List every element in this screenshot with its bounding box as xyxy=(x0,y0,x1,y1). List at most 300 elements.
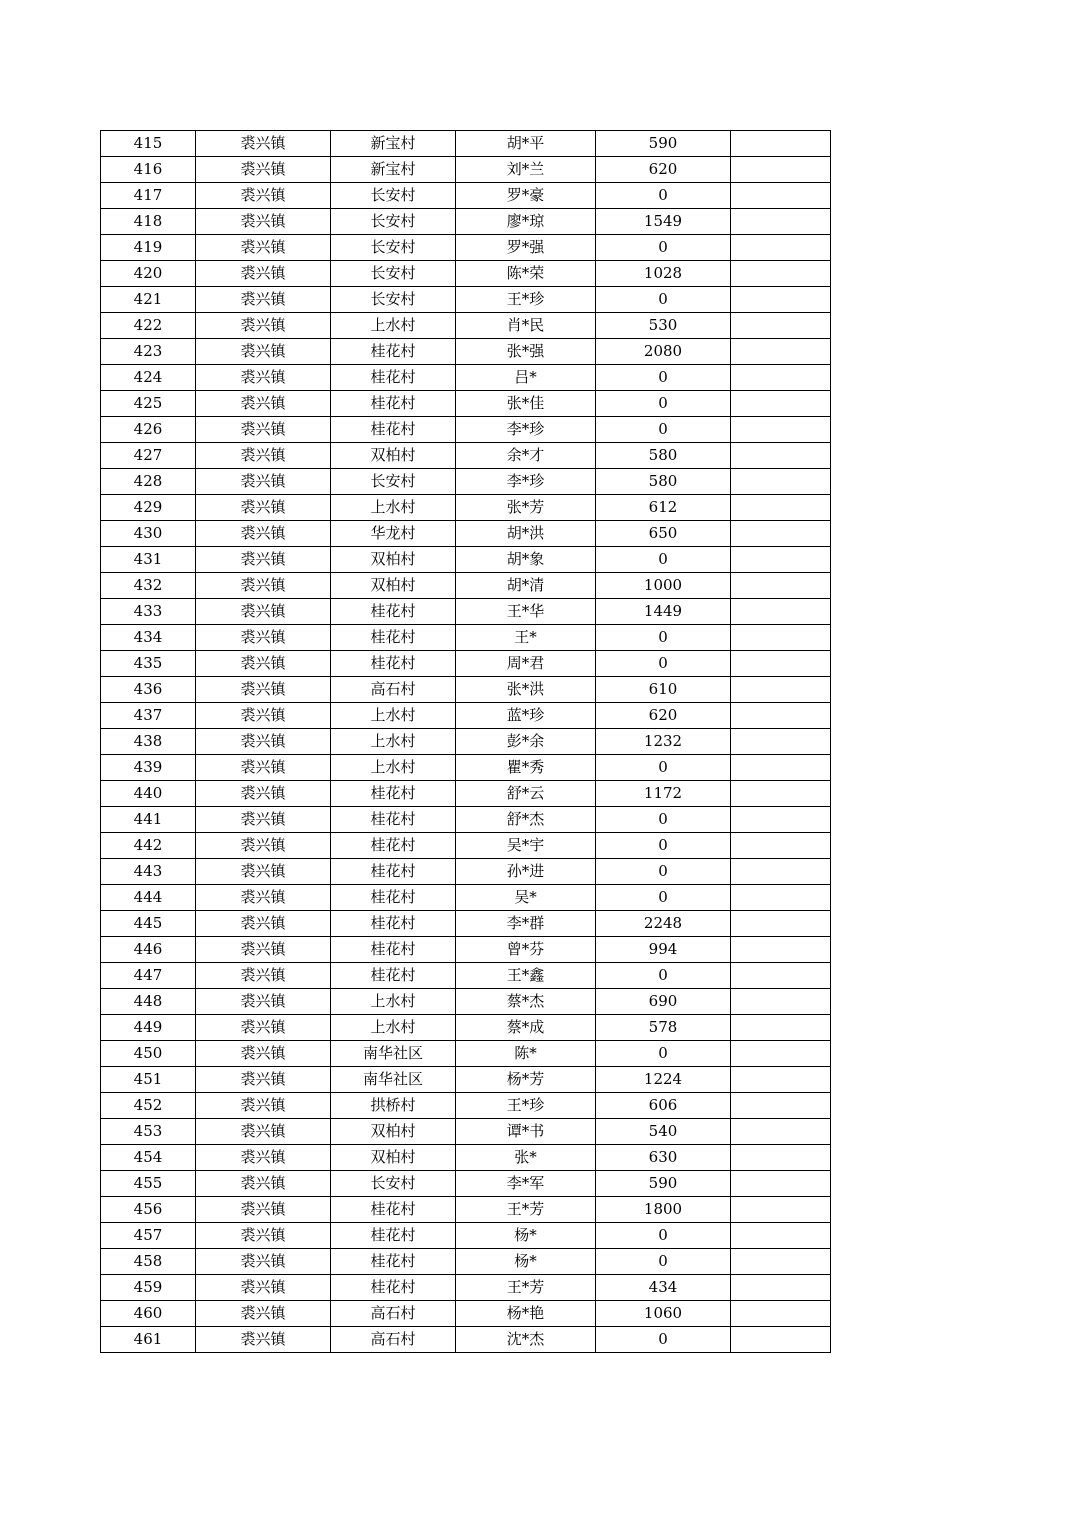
cell-town: 裘兴镇 xyxy=(196,339,331,365)
cell-amount: 0 xyxy=(596,391,731,417)
cell-row-number: 416 xyxy=(101,157,196,183)
cell-village: 上水村 xyxy=(331,703,456,729)
cell-amount: 2080 xyxy=(596,339,731,365)
cell-row-number: 457 xyxy=(101,1223,196,1249)
cell-blank xyxy=(731,599,831,625)
cell-amount: 0 xyxy=(596,807,731,833)
cell-row-number: 427 xyxy=(101,443,196,469)
table-row xyxy=(101,1275,831,1301)
cell-village: 上水村 xyxy=(331,729,456,755)
table-row xyxy=(101,1119,831,1145)
cell-row-number: 459 xyxy=(101,1275,196,1301)
cell-town: 裘兴镇 xyxy=(196,521,331,547)
cell-amount: 1172 xyxy=(596,781,731,807)
cell-village: 南华社区 xyxy=(331,1067,456,1093)
cell-amount: 590 xyxy=(596,1171,731,1197)
cell-person-name: 舒*云 xyxy=(456,781,596,807)
cell-town: 裘兴镇 xyxy=(196,313,331,339)
cell-town: 裘兴镇 xyxy=(196,1041,331,1067)
cell-person-name: 王*珍 xyxy=(456,1093,596,1119)
cell-person-name: 李*军 xyxy=(456,1171,596,1197)
cell-row-number: 454 xyxy=(101,1145,196,1171)
cell-person-name: 杨* xyxy=(456,1249,596,1275)
cell-amount: 0 xyxy=(596,547,731,573)
cell-person-name: 陈* xyxy=(456,1041,596,1067)
cell-person-name: 曾*芬 xyxy=(456,937,596,963)
cell-row-number: 426 xyxy=(101,417,196,443)
cell-blank xyxy=(731,131,831,157)
cell-amount: 1060 xyxy=(596,1301,731,1327)
cell-row-number: 451 xyxy=(101,1067,196,1093)
table-row xyxy=(101,547,831,573)
cell-row-number: 458 xyxy=(101,1249,196,1275)
cell-town: 裘兴镇 xyxy=(196,365,331,391)
cell-town: 裘兴镇 xyxy=(196,157,331,183)
cell-town: 裘兴镇 xyxy=(196,651,331,677)
cell-amount: 606 xyxy=(596,1093,731,1119)
table-row xyxy=(101,599,831,625)
cell-person-name: 胡*清 xyxy=(456,573,596,599)
cell-village: 上水村 xyxy=(331,495,456,521)
cell-person-name: 蓝*珍 xyxy=(456,703,596,729)
cell-town: 裘兴镇 xyxy=(196,781,331,807)
cell-town: 裘兴镇 xyxy=(196,183,331,209)
table-row xyxy=(101,1327,831,1353)
cell-person-name: 李*群 xyxy=(456,911,596,937)
cell-blank xyxy=(731,885,831,911)
cell-row-number: 421 xyxy=(101,287,196,313)
cell-blank xyxy=(731,703,831,729)
cell-person-name: 张*洪 xyxy=(456,677,596,703)
cell-row-number: 424 xyxy=(101,365,196,391)
cell-person-name: 王*华 xyxy=(456,599,596,625)
table-row xyxy=(101,703,831,729)
cell-person-name: 张*芳 xyxy=(456,495,596,521)
cell-village: 桂花村 xyxy=(331,391,456,417)
cell-amount: 1449 xyxy=(596,599,731,625)
cell-row-number: 461 xyxy=(101,1327,196,1353)
table-row xyxy=(101,729,831,755)
cell-town: 裘兴镇 xyxy=(196,755,331,781)
cell-village: 桂花村 xyxy=(331,625,456,651)
cell-village: 桂花村 xyxy=(331,365,456,391)
table-row xyxy=(101,625,831,651)
cell-row-number: 455 xyxy=(101,1171,196,1197)
cell-row-number: 448 xyxy=(101,989,196,1015)
cell-row-number: 452 xyxy=(101,1093,196,1119)
cell-town: 裘兴镇 xyxy=(196,443,331,469)
cell-town: 裘兴镇 xyxy=(196,573,331,599)
table-row xyxy=(101,131,831,157)
cell-row-number: 432 xyxy=(101,573,196,599)
cell-amount: 610 xyxy=(596,677,731,703)
cell-amount: 650 xyxy=(596,521,731,547)
table-row xyxy=(101,313,831,339)
cell-amount: 590 xyxy=(596,131,731,157)
cell-amount: 1800 xyxy=(596,1197,731,1223)
table-row xyxy=(101,1041,831,1067)
cell-person-name: 吴*宇 xyxy=(456,833,596,859)
cell-amount: 580 xyxy=(596,469,731,495)
table-row xyxy=(101,1301,831,1327)
cell-village: 新宝村 xyxy=(331,131,456,157)
cell-village: 双柏村 xyxy=(331,1119,456,1145)
cell-blank xyxy=(731,313,831,339)
cell-amount: 994 xyxy=(596,937,731,963)
cell-row-number: 450 xyxy=(101,1041,196,1067)
cell-amount: 0 xyxy=(596,1041,731,1067)
cell-town: 裘兴镇 xyxy=(196,859,331,885)
cell-town: 裘兴镇 xyxy=(196,547,331,573)
table-row xyxy=(101,391,831,417)
cell-row-number: 418 xyxy=(101,209,196,235)
cell-village: 桂花村 xyxy=(331,807,456,833)
cell-person-name: 王*芳 xyxy=(456,1197,596,1223)
table-row xyxy=(101,1197,831,1223)
cell-person-name: 王*鑫 xyxy=(456,963,596,989)
cell-town: 裘兴镇 xyxy=(196,1067,331,1093)
table-row xyxy=(101,235,831,261)
table-row xyxy=(101,885,831,911)
cell-town: 裘兴镇 xyxy=(196,989,331,1015)
cell-person-name: 蔡*成 xyxy=(456,1015,596,1041)
table-row xyxy=(101,937,831,963)
cell-amount: 0 xyxy=(596,1249,731,1275)
cell-village: 桂花村 xyxy=(331,599,456,625)
cell-village: 长安村 xyxy=(331,469,456,495)
cell-row-number: 425 xyxy=(101,391,196,417)
table-row xyxy=(101,521,831,547)
cell-village: 桂花村 xyxy=(331,339,456,365)
cell-town: 裘兴镇 xyxy=(196,261,331,287)
cell-village: 双柏村 xyxy=(331,1145,456,1171)
cell-row-number: 431 xyxy=(101,547,196,573)
cell-amount: 620 xyxy=(596,703,731,729)
cell-person-name: 廖*琼 xyxy=(456,209,596,235)
cell-village: 长安村 xyxy=(331,1171,456,1197)
cell-amount: 0 xyxy=(596,885,731,911)
cell-town: 裘兴镇 xyxy=(196,1223,331,1249)
cell-town: 裘兴镇 xyxy=(196,209,331,235)
cell-town: 裘兴镇 xyxy=(196,1015,331,1041)
cell-blank xyxy=(731,911,831,937)
cell-row-number: 460 xyxy=(101,1301,196,1327)
cell-amount: 0 xyxy=(596,1327,731,1353)
cell-blank xyxy=(731,521,831,547)
cell-town: 裘兴镇 xyxy=(196,391,331,417)
cell-person-name: 瞿*秀 xyxy=(456,755,596,781)
cell-person-name: 王*珍 xyxy=(456,287,596,313)
cell-row-number: 430 xyxy=(101,521,196,547)
cell-blank xyxy=(731,261,831,287)
cell-row-number: 420 xyxy=(101,261,196,287)
cell-blank xyxy=(731,365,831,391)
cell-blank xyxy=(731,469,831,495)
cell-row-number: 417 xyxy=(101,183,196,209)
cell-blank xyxy=(731,339,831,365)
cell-person-name: 杨*芳 xyxy=(456,1067,596,1093)
cell-row-number: 439 xyxy=(101,755,196,781)
cell-blank xyxy=(731,1093,831,1119)
cell-blank xyxy=(731,547,831,573)
cell-person-name: 李*珍 xyxy=(456,417,596,443)
cell-amount: 578 xyxy=(596,1015,731,1041)
table-body xyxy=(101,131,831,1353)
cell-row-number: 456 xyxy=(101,1197,196,1223)
table-row xyxy=(101,339,831,365)
table-row xyxy=(101,495,831,521)
table-row xyxy=(101,807,831,833)
cell-blank xyxy=(731,391,831,417)
table-row xyxy=(101,677,831,703)
cell-town: 裘兴镇 xyxy=(196,833,331,859)
cell-person-name: 周*君 xyxy=(456,651,596,677)
cell-blank xyxy=(731,287,831,313)
cell-person-name: 刘*兰 xyxy=(456,157,596,183)
cell-blank xyxy=(731,859,831,885)
cell-town: 裘兴镇 xyxy=(196,1119,331,1145)
table-row xyxy=(101,183,831,209)
table-row xyxy=(101,287,831,313)
table-row xyxy=(101,911,831,937)
cell-blank xyxy=(731,989,831,1015)
document-page xyxy=(100,130,831,1353)
cell-person-name: 罗*豪 xyxy=(456,183,596,209)
cell-village: 桂花村 xyxy=(331,963,456,989)
table-row xyxy=(101,989,831,1015)
cell-village: 长安村 xyxy=(331,235,456,261)
table-row xyxy=(101,365,831,391)
cell-town: 裘兴镇 xyxy=(196,625,331,651)
cell-town: 裘兴镇 xyxy=(196,911,331,937)
cell-person-name: 胡*象 xyxy=(456,547,596,573)
cell-person-name: 彭*余 xyxy=(456,729,596,755)
cell-town: 裘兴镇 xyxy=(196,1249,331,1275)
cell-town: 裘兴镇 xyxy=(196,1301,331,1327)
cell-village: 桂花村 xyxy=(331,937,456,963)
cell-person-name: 张*强 xyxy=(456,339,596,365)
cell-village: 高石村 xyxy=(331,1301,456,1327)
cell-person-name: 王*芳 xyxy=(456,1275,596,1301)
cell-blank xyxy=(731,209,831,235)
cell-row-number: 440 xyxy=(101,781,196,807)
cell-village: 桂花村 xyxy=(331,1249,456,1275)
cell-town: 裘兴镇 xyxy=(196,1275,331,1301)
cell-amount: 540 xyxy=(596,1119,731,1145)
cell-village: 桂花村 xyxy=(331,417,456,443)
table-row xyxy=(101,755,831,781)
cell-amount: 0 xyxy=(596,183,731,209)
cell-village: 上水村 xyxy=(331,313,456,339)
cell-town: 裘兴镇 xyxy=(196,131,331,157)
cell-village: 南华社区 xyxy=(331,1041,456,1067)
cell-row-number: 441 xyxy=(101,807,196,833)
cell-amount: 630 xyxy=(596,1145,731,1171)
cell-person-name: 肖*民 xyxy=(456,313,596,339)
cell-village: 桂花村 xyxy=(331,833,456,859)
cell-blank xyxy=(731,1301,831,1327)
cell-town: 裘兴镇 xyxy=(196,885,331,911)
cell-person-name: 李*珍 xyxy=(456,469,596,495)
table-row xyxy=(101,1145,831,1171)
table-row xyxy=(101,209,831,235)
cell-amount: 530 xyxy=(596,313,731,339)
cell-person-name: 杨*艳 xyxy=(456,1301,596,1327)
cell-town: 裘兴镇 xyxy=(196,1171,331,1197)
cell-amount: 612 xyxy=(596,495,731,521)
table-row xyxy=(101,1249,831,1275)
cell-town: 裘兴镇 xyxy=(196,677,331,703)
cell-blank xyxy=(731,1275,831,1301)
cell-town: 裘兴镇 xyxy=(196,287,331,313)
table-row xyxy=(101,963,831,989)
cell-town: 裘兴镇 xyxy=(196,937,331,963)
cell-amount: 434 xyxy=(596,1275,731,1301)
cell-town: 裘兴镇 xyxy=(196,1327,331,1353)
cell-village: 长安村 xyxy=(331,209,456,235)
cell-person-name: 罗*强 xyxy=(456,235,596,261)
cell-person-name: 舒*杰 xyxy=(456,807,596,833)
cell-village: 桂花村 xyxy=(331,1223,456,1249)
cell-village: 拱桥村 xyxy=(331,1093,456,1119)
cell-person-name: 胡*洪 xyxy=(456,521,596,547)
cell-row-number: 442 xyxy=(101,833,196,859)
cell-blank xyxy=(731,1067,831,1093)
table-row xyxy=(101,157,831,183)
cell-row-number: 428 xyxy=(101,469,196,495)
cell-blank xyxy=(731,625,831,651)
table-row xyxy=(101,1015,831,1041)
cell-row-number: 423 xyxy=(101,339,196,365)
cell-amount: 580 xyxy=(596,443,731,469)
cell-person-name: 张* xyxy=(456,1145,596,1171)
cell-amount: 1028 xyxy=(596,261,731,287)
cell-town: 裘兴镇 xyxy=(196,417,331,443)
cell-person-name: 蔡*杰 xyxy=(456,989,596,1015)
cell-person-name: 沈*杰 xyxy=(456,1327,596,1353)
cell-row-number: 447 xyxy=(101,963,196,989)
cell-row-number: 444 xyxy=(101,885,196,911)
cell-village: 双柏村 xyxy=(331,547,456,573)
cell-row-number: 438 xyxy=(101,729,196,755)
cell-amount: 1549 xyxy=(596,209,731,235)
cell-person-name: 吕* xyxy=(456,365,596,391)
cell-blank xyxy=(731,495,831,521)
cell-person-name: 吴* xyxy=(456,885,596,911)
cell-blank xyxy=(731,1197,831,1223)
table-row xyxy=(101,469,831,495)
table-row xyxy=(101,1093,831,1119)
cell-blank xyxy=(731,1041,831,1067)
cell-blank xyxy=(731,1223,831,1249)
cell-blank xyxy=(731,573,831,599)
cell-blank xyxy=(731,937,831,963)
cell-amount: 0 xyxy=(596,417,731,443)
cell-blank xyxy=(731,651,831,677)
table-row xyxy=(101,261,831,287)
cell-amount: 0 xyxy=(596,651,731,677)
cell-blank xyxy=(731,833,831,859)
cell-row-number: 415 xyxy=(101,131,196,157)
cell-village: 桂花村 xyxy=(331,911,456,937)
cell-amount: 0 xyxy=(596,859,731,885)
cell-blank xyxy=(731,443,831,469)
cell-blank xyxy=(731,1171,831,1197)
cell-row-number: 449 xyxy=(101,1015,196,1041)
cell-blank xyxy=(731,417,831,443)
cell-town: 裘兴镇 xyxy=(196,729,331,755)
cell-blank xyxy=(731,157,831,183)
cell-village: 高石村 xyxy=(331,1327,456,1353)
cell-town: 裘兴镇 xyxy=(196,495,331,521)
cell-amount: 0 xyxy=(596,287,731,313)
cell-blank xyxy=(731,807,831,833)
table-row xyxy=(101,651,831,677)
cell-village: 双柏村 xyxy=(331,443,456,469)
cell-row-number: 443 xyxy=(101,859,196,885)
cell-town: 裘兴镇 xyxy=(196,469,331,495)
cell-person-name: 谭*书 xyxy=(456,1119,596,1145)
cell-amount: 0 xyxy=(596,625,731,651)
cell-row-number: 445 xyxy=(101,911,196,937)
cell-village: 桂花村 xyxy=(331,1197,456,1223)
cell-village: 长安村 xyxy=(331,261,456,287)
cell-town: 裘兴镇 xyxy=(196,703,331,729)
cell-row-number: 429 xyxy=(101,495,196,521)
cell-village: 新宝村 xyxy=(331,157,456,183)
cell-blank xyxy=(731,1015,831,1041)
cell-town: 裘兴镇 xyxy=(196,963,331,989)
table-row xyxy=(101,1067,831,1093)
cell-blank xyxy=(731,781,831,807)
table-row xyxy=(101,833,831,859)
cell-amount: 0 xyxy=(596,833,731,859)
cell-amount: 1232 xyxy=(596,729,731,755)
cell-person-name: 余*才 xyxy=(456,443,596,469)
cell-person-name: 张*佳 xyxy=(456,391,596,417)
cell-village: 桂花村 xyxy=(331,885,456,911)
cell-row-number: 446 xyxy=(101,937,196,963)
cell-blank xyxy=(731,1327,831,1353)
cell-amount: 1224 xyxy=(596,1067,731,1093)
cell-town: 裘兴镇 xyxy=(196,1093,331,1119)
cell-village: 长安村 xyxy=(331,287,456,313)
cell-row-number: 437 xyxy=(101,703,196,729)
cell-village: 桂花村 xyxy=(331,1275,456,1301)
cell-amount: 0 xyxy=(596,755,731,781)
cell-row-number: 433 xyxy=(101,599,196,625)
cell-row-number: 422 xyxy=(101,313,196,339)
cell-town: 裘兴镇 xyxy=(196,599,331,625)
table-row xyxy=(101,859,831,885)
cell-amount: 2248 xyxy=(596,911,731,937)
cell-row-number: 434 xyxy=(101,625,196,651)
cell-person-name: 胡*平 xyxy=(456,131,596,157)
cell-blank xyxy=(731,183,831,209)
cell-blank xyxy=(731,755,831,781)
cell-amount: 0 xyxy=(596,1223,731,1249)
subsidy-table xyxy=(100,130,831,1353)
cell-blank xyxy=(731,1145,831,1171)
cell-amount: 1000 xyxy=(596,573,731,599)
cell-village: 上水村 xyxy=(331,989,456,1015)
table-row xyxy=(101,1223,831,1249)
cell-blank xyxy=(731,235,831,261)
cell-amount: 0 xyxy=(596,963,731,989)
cell-village: 华龙村 xyxy=(331,521,456,547)
cell-person-name: 孙*进 xyxy=(456,859,596,885)
cell-row-number: 453 xyxy=(101,1119,196,1145)
